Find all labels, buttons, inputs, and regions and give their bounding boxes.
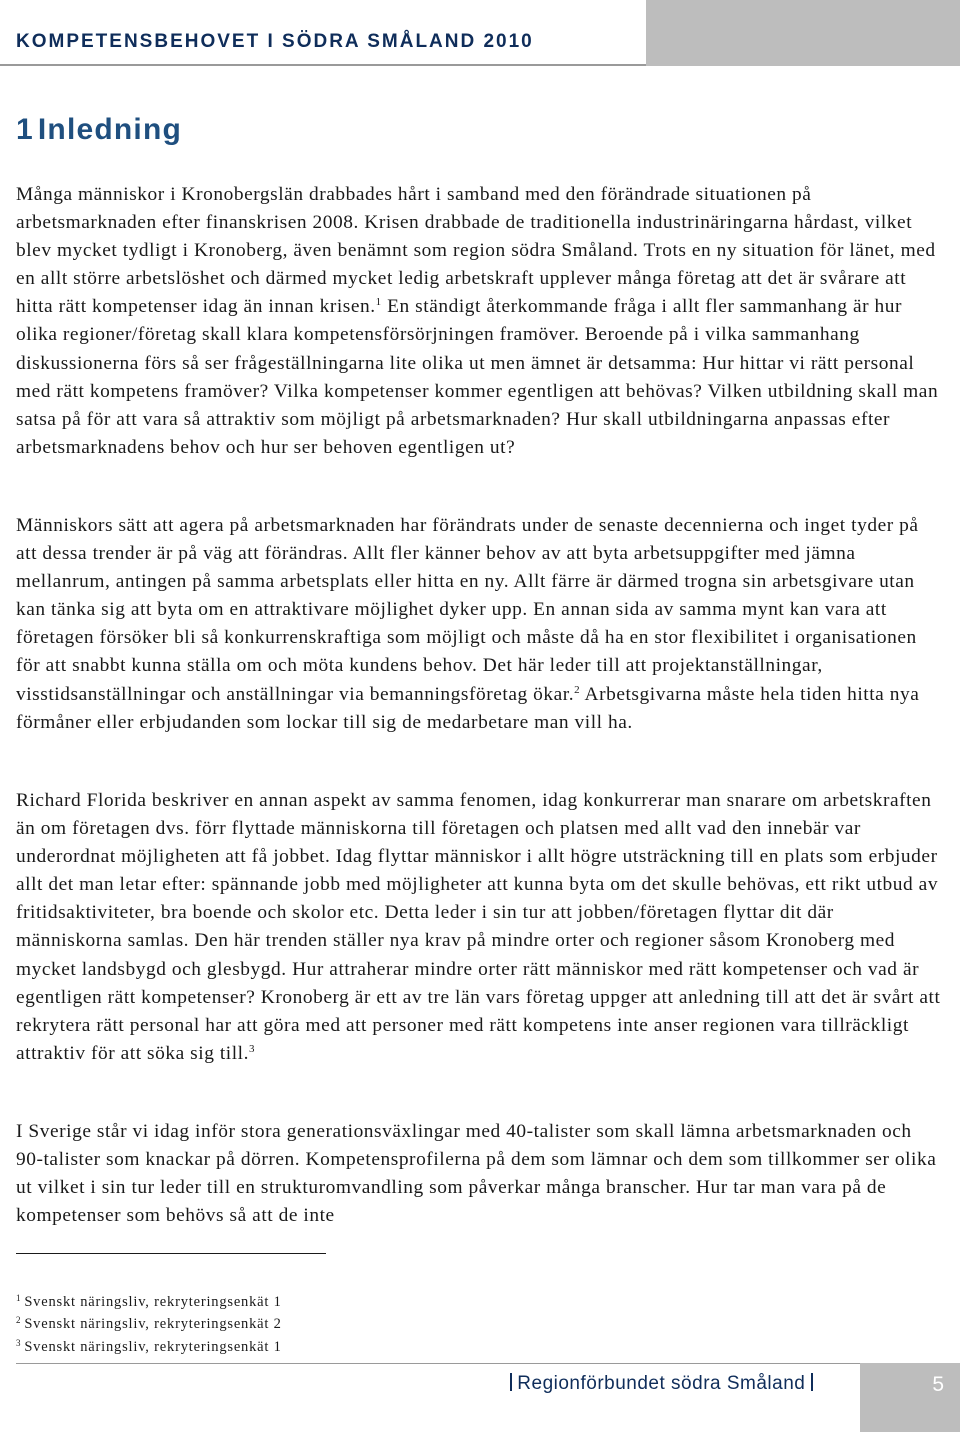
header-title: KOMPETENSBEHOVET I SÖDRA SMÅLAND 2010	[16, 31, 534, 52]
paragraph-1	[16, 181, 944, 462]
footnote-text: Svenskt näringsliv, rekryteringsenkät 1	[24, 1338, 282, 1355]
footnote-item	[16, 1336, 282, 1358]
page-number: 5	[932, 1373, 944, 1396]
paragraph-4	[16, 1118, 944, 1230]
separator-bar	[811, 1373, 813, 1391]
footnote-number: 1	[16, 1293, 22, 1303]
header-gray-block	[646, 0, 960, 66]
page-header	[0, 0, 960, 66]
header-band	[0, 0, 646, 66]
footnote-text: Svenskt näringsliv, rekryteringsenkät 1	[24, 1294, 282, 1310]
paragraph-text: Arbetsgivarna måste hela tiden hitta nya förmåner eller erbjudanden som lockar till sig de medarbetare man vill ha.	[16, 683, 920, 733]
footnote-item	[16, 1313, 282, 1335]
page-footer	[510, 1373, 813, 1395]
separator-bar	[510, 1373, 512, 1391]
footnote-ref[interactable]: 2	[574, 683, 581, 696]
chapter-title: Inledning	[37, 113, 183, 146]
paragraph-text: En ständigt återkommande fråga i allt fler sammanhang är hur olika regioner/företag skall klara kompetensförsörjningen framöver. Beroende på i vilka sammanhang diskussionerna förs så ser frågeställningarna lite olika ut men ämnet är detsamma: Hur hittar vi rätt personal med rätt kompetens framöver? Vilka kompetenser kommer egentligen att behövas? Vilken utbildning skall man satsa på för att vara så attraktiv som möjligt på arbetsmarknaden? Hur skall utbildningarna anpassas efter arbetsmarknadens behov och hur ser behoven egentligen ut?	[16, 296, 939, 458]
footnote-divider	[16, 1253, 326, 1254]
chapter-heading	[16, 113, 182, 147]
paragraph-2	[16, 512, 944, 737]
page-number-box	[860, 1363, 960, 1432]
paragraph-text: Richard Florida beskriver en annan aspekt av samma fenomen, idag konkurrerar man snarare om arbetskraften än om företagen dvs. förr flyttade människorna till företagen och platsen med allt vad den innebär var underordnat möjligheten att få jobbet. Idag flyttar människor i allt högre utsträckning till en plats som erbjuder allt det man letar efter: spännande jobb med möjligheter att kunna byta om det skulle behövas, ett rikt utbud av fritidsaktiviteter, bra boende och skolor etc. Detta leder i sin tur att jobben/företagen flyttar dit där människorna samlas. Den här trenden ställer nya krav på mindre orter och regioner såsom Kronoberg med mycket landsbygd och glesbygd. Hur attraherar mindre orter rätt människor med rätt kompetenser och vad är egentligen rätt kompetenser? Kronoberg är ett av tre län vars företag uppger att anledning till att det är svårt att rekrytera rätt personal har att göra med att personer med rätt kompetens inte anser regionen vara tillräckligt attraktiv för att söka sig till.	[16, 790, 941, 1064]
footnote-ref[interactable]: 1	[375, 296, 382, 309]
chapter-number: 1	[16, 113, 34, 146]
paragraph-text: Människors sätt att agera på arbetsmarknaden har förändrats under de senaste decennierna och inget tyder på att dessa trender är på väg att förändras. Allt fler känner behov av att byta arbetsuppgifter med jämna mellanrum, antingen på samma arbetsplats eller hitta en ny. Allt färre är därmed trogna sin arbetsgivare utan kan tänka sig att byta om en attraktivare möjlighet dyker upp. En annan sida av samma mynt kan vara att företagen försöker bli så konkurrenskraftiga som möjligt och måste då ha en stor flexibilitet i organisationen för att snabbt kunna ställa om och möta kundens behov. Det här leder till att projektanställningar, visstidsanställningar och anställningar via bemanningsföretag ökar.	[16, 515, 919, 705]
paragraph-text: I Sverige står vi idag inför stora generationsväxlingar med 40-talister som skall lämna arbetsmarknaden och 90-talister som knackar på dörren. Kompetensprofilerna på dem som lämnar och dem som tillkommer ser olika ut vilket i sin tur leder till en strukturomvandling som påverkar många branscher. Hur tar man vara på de kompetenser som behövs så att de inte	[16, 1121, 937, 1227]
footnote-number: 3	[16, 1337, 22, 1348]
paragraph-text: Många människor i Kronobergslän drabbades hårt i samband med den förändrade situationen på arbetsmarknaden efter finanskrisen 2008. Krisen drabbade de traditionella industrinäringarna hårdast, vilket blev mycket tydligt i Kronoberg, även benämnt som region södra Småland. Trots en ny situation för länet, med en allt större arbetslöshet och därmed mycket ledig arbetskraft upplever många företag att det är svårare att hitta rätt kompetenser idag än innan krisen.	[16, 184, 936, 318]
footnote-number: 2	[16, 1315, 22, 1326]
footer-organization: Regionförbundet södra Småland	[517, 1373, 806, 1394]
footer-divider	[16, 1363, 860, 1364]
footnote-text: Svenskt näringsliv, rekryteringsenkät 2	[24, 1316, 282, 1333]
footnote-ref[interactable]: 3	[249, 1042, 256, 1055]
footnotes	[16, 1291, 282, 1358]
footnote-item	[16, 1291, 282, 1313]
paragraph-3	[16, 787, 944, 1068]
